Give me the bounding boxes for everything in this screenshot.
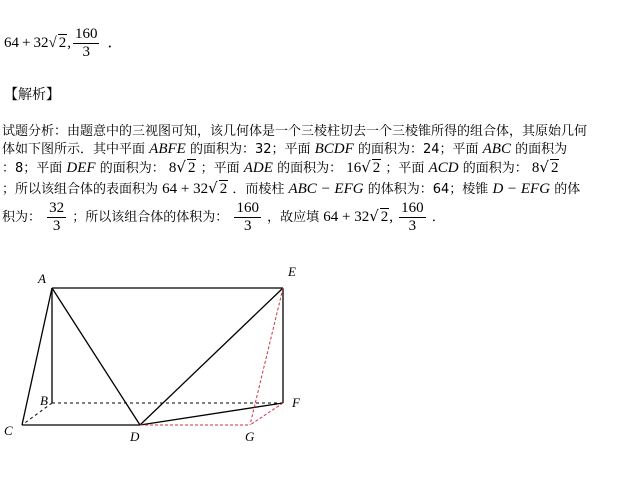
line4-text-a: ；所以该组合体的表面积为 [2, 182, 159, 197]
edge-EG [250, 288, 283, 425]
edge-DF [140, 403, 283, 425]
explanation-line-3 [2, 157, 559, 177]
answer-line [4, 26, 122, 61]
answer-radicand: 2 [58, 34, 67, 51]
answer-period: ． [107, 34, 123, 51]
fraction-numerator: 160 [236, 200, 259, 216]
vertex-labels [4, 264, 301, 444]
line5-text-a: 积为： [2, 210, 42, 225]
label-A: A [38, 271, 46, 286]
fraction-numerator: 160 [74, 26, 98, 42]
explanation-line-4 [2, 178, 580, 198]
fraction-numerator: 32 [49, 200, 65, 216]
sqrt-symbol: √ [539, 158, 549, 176]
line5-text-d: ；所以该组合体的体积为： [72, 210, 229, 225]
surface-radicand: 2 [219, 181, 228, 197]
final-comma: , [389, 209, 394, 225]
line1-text: 试题分析：由题意中的三视图可知，该几何体是一个三棱柱切去一个三棱锥所得的组合体，其原始几何 [2, 124, 588, 139]
explanation-line-1 [2, 120, 587, 139]
label-E: E [288, 264, 296, 279]
line3-text-a: ：8；平面 [2, 161, 63, 176]
prism-name: ABC − EFG [288, 181, 364, 197]
explanation-line-5 [2, 200, 445, 235]
line3-text-f: ；平面 [200, 161, 240, 176]
answer-term-64: 64 [4, 34, 19, 51]
line5-text-g: ，故应填 [267, 210, 320, 225]
answer-comma: , [67, 34, 71, 51]
fraction-denominator: 3 [408, 218, 417, 234]
acd-coef: 8 [531, 160, 540, 176]
pyramid-name: D − EFG [492, 181, 551, 197]
line4-text-d: ．而棱柱 [232, 182, 285, 197]
final-surface-expr: 64 + 32 [323, 209, 370, 225]
plane-acd: ACD [428, 160, 459, 176]
answer-plus: + [22, 34, 31, 51]
pyramid-volume-fraction [47, 200, 66, 235]
line3-text-m: 的面积为： [462, 161, 528, 176]
ade-coef: 16 [346, 160, 362, 176]
total-volume-fraction [234, 200, 261, 235]
answer-coef: 32 [33, 34, 49, 51]
label-F: F [292, 395, 300, 410]
plane-ade: ADE [243, 160, 273, 176]
solid-figure [0, 263, 630, 493]
line2-text-c: 的面积为：32；平面 [189, 142, 311, 157]
fraction-denominator: 3 [82, 44, 90, 60]
plane-bcdf: BCDF [314, 141, 354, 157]
sqrt-symbol: √ [208, 179, 218, 197]
fraction-denominator: 3 [52, 218, 61, 234]
sqrt-symbol: √ [48, 34, 57, 51]
sqrt-symbol: √ [369, 207, 379, 225]
explanation-line-2 [2, 138, 567, 158]
fraction-denominator: 3 [243, 218, 252, 234]
figure-edges [22, 288, 283, 425]
explanation-paragraph [2, 120, 630, 240]
line3-text-h: 的面积为： [277, 161, 343, 176]
final-volume-fraction [399, 200, 426, 235]
label-C: C [4, 423, 13, 438]
acd-radicand: 2 [550, 160, 559, 176]
def-radicand: 2 [187, 160, 196, 176]
answer-fraction [73, 26, 100, 61]
line2-text-a: 体如下图所示．其中平面 [2, 142, 146, 157]
line4-text-h: 的体 [554, 182, 581, 197]
sqrt-symbol: √ [361, 158, 371, 176]
plane-abc: ABC [482, 141, 511, 157]
plane-def: DEF [66, 160, 96, 176]
ade-radicand: 2 [372, 160, 381, 176]
surface-area-expr: 64 + 32 [162, 181, 209, 197]
line3-text-c: 的面积为： [99, 161, 165, 176]
line4-text-f: 的体积为：64；棱锥 [367, 182, 489, 197]
def-coef: 8 [168, 160, 177, 176]
final-period: ． [431, 210, 445, 225]
fraction-numerator: 160 [401, 200, 424, 216]
line3-text-k: ；平面 [385, 161, 425, 176]
line2-text-e: 的面积为：24；平面 [357, 142, 479, 157]
line2-text-g: 的面积为 [515, 142, 568, 157]
label-B: B [40, 393, 48, 408]
sqrt-symbol: √ [176, 158, 186, 176]
analysis-label: 【解析】 [4, 87, 60, 103]
plane-abfe: ABFE [149, 141, 186, 157]
label-D: D [130, 429, 140, 444]
final-radicand: 2 [380, 209, 389, 225]
edge-DE [140, 288, 283, 425]
label-G: G [245, 429, 255, 444]
edge-AD [52, 288, 140, 425]
hidden-edges [22, 288, 283, 425]
